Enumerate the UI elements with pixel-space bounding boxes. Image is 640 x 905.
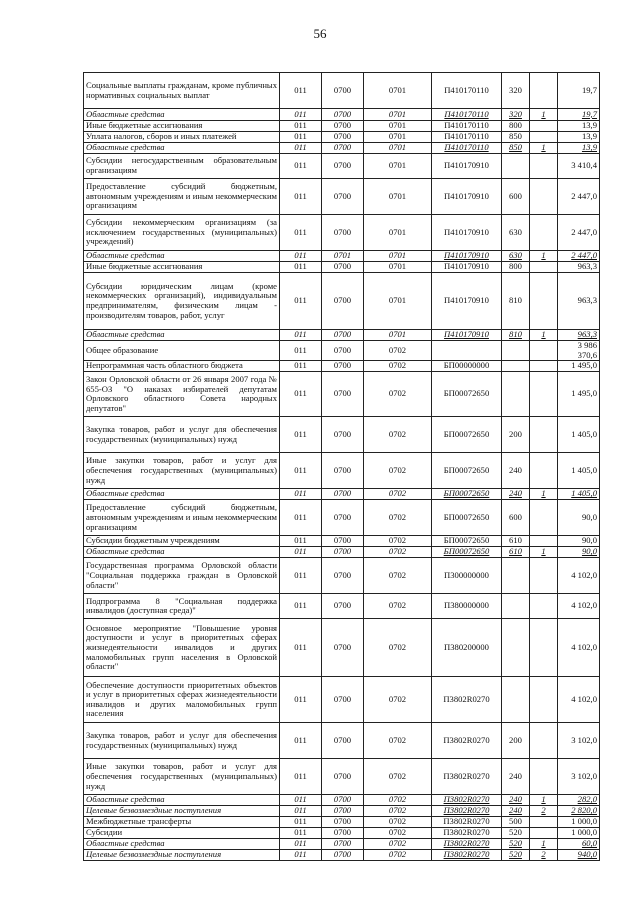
row-section-code: 0700	[322, 850, 364, 861]
row-subsection-code: 0701	[364, 179, 432, 215]
row-section-code: 0700	[322, 262, 364, 273]
row-target-code: П3802R0270	[432, 806, 502, 817]
table-row	[84, 723, 600, 759]
row-amount: 963,3	[558, 273, 600, 330]
table-row	[84, 759, 600, 795]
row-section-code: 0700	[322, 73, 364, 109]
row-source-code: 1	[530, 330, 558, 341]
row-amount: 1 000,0	[558, 817, 600, 828]
row-expense-type: 200	[502, 417, 530, 453]
row-name: Субсидии юридическим лицам (кроме некоммерческих организаций), индивидуальным предпринимателям, физическим лицам - производителям товаров, работ, услуг	[84, 273, 280, 330]
row-section-code: 0700	[322, 839, 364, 850]
row-source-code	[530, 121, 558, 132]
row-ministry-code: 011	[280, 453, 322, 489]
row-ministry-code: 011	[280, 677, 322, 723]
row-target-code: П410170110	[432, 73, 502, 109]
row-target-code: П410170110	[432, 121, 502, 132]
row-amount: 60,0	[558, 839, 600, 850]
row-source-code	[530, 215, 558, 251]
row-expense-type	[502, 341, 530, 361]
row-source-code	[530, 594, 558, 619]
row-amount: 3 102,0	[558, 723, 600, 759]
row-ministry-code: 011	[280, 850, 322, 861]
row-source-code	[530, 817, 558, 828]
row-ministry-code: 011	[280, 262, 322, 273]
row-target-code: БП00072650	[432, 500, 502, 536]
row-source-code	[530, 558, 558, 594]
row-subsection-code: 0701	[364, 132, 432, 143]
row-expense-type	[502, 619, 530, 677]
row-name: Предоставление субсидий бюджетным, автономным учреждениям и иным некоммерческим организациям	[84, 500, 280, 536]
table-row	[84, 489, 600, 500]
table-row	[84, 806, 600, 817]
row-source-code	[530, 341, 558, 361]
row-target-code: БП00072650	[432, 417, 502, 453]
table-row	[84, 558, 600, 594]
row-ministry-code: 011	[280, 536, 322, 547]
row-ministry-code: 011	[280, 547, 322, 558]
row-amount: 2 447,0	[558, 179, 600, 215]
table-row	[84, 795, 600, 806]
row-expense-type: 520	[502, 839, 530, 850]
row-subsection-code: 0702	[364, 839, 432, 850]
row-source-code: 1	[530, 251, 558, 262]
row-target-code: П380200000	[432, 619, 502, 677]
table-row	[84, 619, 600, 677]
row-subsection-code: 0701	[364, 273, 432, 330]
row-subsection-code: 0701	[364, 73, 432, 109]
row-name: Основное мероприятие "Повышение уровня доступности и услуг в приоритетных сферах жизнедеятельности инвалидов и других маломобильных групп населения в Орловской области"	[84, 619, 280, 677]
row-ministry-code: 011	[280, 330, 322, 341]
row-section-code: 0700	[322, 273, 364, 330]
row-name: Областные средства	[84, 839, 280, 850]
row-section-code: 0700	[322, 143, 364, 154]
row-expense-type: 810	[502, 273, 530, 330]
row-target-code: П3802R0270	[432, 828, 502, 839]
row-source-code: 1	[530, 109, 558, 121]
row-section-code: 0700	[322, 536, 364, 547]
row-section-code: 0700	[322, 121, 364, 132]
row-amount: 19,7	[558, 109, 600, 121]
row-expense-type: 810	[502, 330, 530, 341]
row-source-code: 1	[530, 143, 558, 154]
row-amount: 3 410,4	[558, 154, 600, 179]
table-row	[84, 179, 600, 215]
row-subsection-code: 0702	[364, 795, 432, 806]
row-section-code: 0700	[322, 594, 364, 619]
row-section-code: 0700	[322, 558, 364, 594]
row-name: Областные средства	[84, 547, 280, 558]
row-source-code: 1	[530, 795, 558, 806]
row-section-code: 0700	[322, 372, 364, 417]
row-amount: 1 405,0	[558, 417, 600, 453]
row-target-code: П410170110	[432, 132, 502, 143]
row-section-code: 0700	[322, 417, 364, 453]
row-target-code: П3802R0270	[432, 677, 502, 723]
row-amount: 282,0	[558, 795, 600, 806]
row-section-code: 0700	[322, 500, 364, 536]
row-subsection-code: 0702	[364, 341, 432, 361]
row-subsection-code: 0702	[364, 500, 432, 536]
row-amount: 963,3	[558, 262, 600, 273]
row-source-code	[530, 417, 558, 453]
table-row	[84, 262, 600, 273]
row-ministry-code: 011	[280, 806, 322, 817]
row-source-code: 1	[530, 839, 558, 850]
row-source-code	[530, 500, 558, 536]
row-name: Целевые безвозмездные поступления	[84, 806, 280, 817]
row-section-code: 0701	[322, 251, 364, 262]
row-ministry-code: 011	[280, 251, 322, 262]
row-target-code: П410170910	[432, 273, 502, 330]
table-row	[84, 273, 600, 330]
row-subsection-code: 0702	[364, 372, 432, 417]
row-name: Общее образование	[84, 341, 280, 361]
table-row	[84, 417, 600, 453]
row-section-code: 0700	[322, 723, 364, 759]
row-source-code: 1	[530, 489, 558, 500]
row-subsection-code: 0702	[364, 850, 432, 861]
row-ministry-code: 011	[280, 121, 322, 132]
table-row	[84, 372, 600, 417]
row-amount: 3 986 370,6	[558, 341, 600, 361]
table-row	[84, 594, 600, 619]
table-row	[84, 677, 600, 723]
row-target-code: П3802R0270	[432, 723, 502, 759]
row-expense-type	[502, 594, 530, 619]
row-section-code: 0700	[322, 330, 364, 341]
row-subsection-code: 0701	[364, 109, 432, 121]
row-amount: 13,9	[558, 132, 600, 143]
row-target-code: П380000000	[432, 594, 502, 619]
row-expense-type	[502, 558, 530, 594]
row-subsection-code: 0701	[364, 262, 432, 273]
row-subsection-code: 0702	[364, 361, 432, 372]
row-name: Субсидии бюджетным учреждениям	[84, 536, 280, 547]
row-subsection-code: 0701	[364, 143, 432, 154]
row-expense-type: 520	[502, 850, 530, 861]
row-name: Областные средства	[84, 109, 280, 121]
row-subsection-code: 0702	[364, 489, 432, 500]
row-expense-type: 320	[502, 73, 530, 109]
row-ministry-code: 011	[280, 500, 322, 536]
row-subsection-code: 0702	[364, 759, 432, 795]
row-section-code: 0700	[322, 806, 364, 817]
row-expense-type: 600	[502, 500, 530, 536]
row-section-code: 0700	[322, 817, 364, 828]
row-ministry-code: 011	[280, 594, 322, 619]
row-subsection-code: 0702	[364, 594, 432, 619]
row-ministry-code: 011	[280, 839, 322, 850]
row-subsection-code: 0702	[364, 536, 432, 547]
row-expense-type: 240	[502, 489, 530, 500]
row-source-code	[530, 372, 558, 417]
row-amount: 90,0	[558, 536, 600, 547]
row-name: Областные средства	[84, 795, 280, 806]
row-expense-type: 320	[502, 109, 530, 121]
row-expense-type	[502, 677, 530, 723]
row-subsection-code: 0702	[364, 677, 432, 723]
row-section-code: 0700	[322, 215, 364, 251]
table-row	[84, 73, 600, 109]
row-section-code: 0700	[322, 677, 364, 723]
row-name: Уплата налогов, сборов и иных платежей	[84, 132, 280, 143]
row-amount: 4 102,0	[558, 558, 600, 594]
row-source-code	[530, 361, 558, 372]
table-row	[84, 536, 600, 547]
row-target-code: П3802R0270	[432, 839, 502, 850]
row-name: Иные закупки товаров, работ и услуг для обеспечения государственных (муниципальных) нужд	[84, 759, 280, 795]
row-target-code: БП00072650	[432, 547, 502, 558]
row-target-code: БП00072650	[432, 372, 502, 417]
row-amount: 4 102,0	[558, 619, 600, 677]
row-amount: 13,9	[558, 121, 600, 132]
row-ministry-code: 011	[280, 619, 322, 677]
row-expense-type: 600	[502, 179, 530, 215]
row-ministry-code: 011	[280, 215, 322, 251]
row-ministry-code: 011	[280, 341, 322, 361]
table-row	[84, 143, 600, 154]
row-source-code	[530, 73, 558, 109]
row-section-code: 0700	[322, 132, 364, 143]
row-target-code: БП00000000	[432, 361, 502, 372]
row-subsection-code: 0702	[364, 817, 432, 828]
row-amount: 1 495,0	[558, 361, 600, 372]
table-row	[84, 330, 600, 341]
table-row	[84, 251, 600, 262]
row-section-code: 0700	[322, 109, 364, 121]
table-row	[84, 817, 600, 828]
row-amount: 19,7	[558, 73, 600, 109]
row-source-code: 2	[530, 806, 558, 817]
row-expense-type: 610	[502, 536, 530, 547]
row-name: Иные бюджетные ассигнования	[84, 262, 280, 273]
row-target-code: П410170910	[432, 179, 502, 215]
table-row	[84, 500, 600, 536]
row-ministry-code: 011	[280, 154, 322, 179]
row-subsection-code: 0702	[364, 417, 432, 453]
row-section-code: 0700	[322, 828, 364, 839]
row-name: Межбюджетные трансферты	[84, 817, 280, 828]
row-expense-type	[502, 361, 530, 372]
row-amount: 1 405,0	[558, 489, 600, 500]
table-row	[84, 850, 600, 861]
row-expense-type: 200	[502, 723, 530, 759]
row-ministry-code: 011	[280, 143, 322, 154]
row-name: Субсидии	[84, 828, 280, 839]
table-row	[84, 839, 600, 850]
row-expense-type: 850	[502, 143, 530, 154]
row-target-code: П410170110	[432, 109, 502, 121]
row-expense-type: 240	[502, 759, 530, 795]
row-amount: 940,0	[558, 850, 600, 861]
row-name: Иные закупки товаров, работ и услуг для обеспечения государственных (муниципальных) нужд	[84, 453, 280, 489]
table-row	[84, 132, 600, 143]
row-target-code: П410170910	[432, 330, 502, 341]
row-ministry-code: 011	[280, 723, 322, 759]
row-section-code: 0700	[322, 453, 364, 489]
row-section-code: 0700	[322, 154, 364, 179]
row-target-code: П410170910	[432, 215, 502, 251]
row-expense-type: 240	[502, 795, 530, 806]
table-row	[84, 828, 600, 839]
row-section-code: 0700	[322, 759, 364, 795]
row-name: Подпрограмма 8 "Социальная поддержка инвалидов (доступная среда)"	[84, 594, 280, 619]
row-subsection-code: 0701	[364, 215, 432, 251]
row-expense-type: 500	[502, 817, 530, 828]
row-amount: 1 000,0	[558, 828, 600, 839]
row-expense-type: 800	[502, 262, 530, 273]
row-target-code: П410170910	[432, 251, 502, 262]
row-source-code	[530, 536, 558, 547]
row-expense-type	[502, 154, 530, 179]
page-number: 56	[313, 26, 327, 41]
row-amount: 4 102,0	[558, 677, 600, 723]
row-name: Предоставление субсидий бюджетным, автономным учреждениям и иным некоммерческим организациям	[84, 179, 280, 215]
row-ministry-code: 011	[280, 132, 322, 143]
table-row	[84, 215, 600, 251]
row-ministry-code: 011	[280, 417, 322, 453]
table-row	[84, 453, 600, 489]
row-target-code: БП00072650	[432, 453, 502, 489]
row-subsection-code: 0701	[364, 121, 432, 132]
row-name: Субсидии негосударственным образовательным организациям	[84, 154, 280, 179]
row-name: Закупка товаров, работ и услуг для обеспечения государственных (муниципальных) нужд	[84, 417, 280, 453]
row-amount: 2 447,0	[558, 215, 600, 251]
table-row	[84, 547, 600, 558]
table-row	[84, 121, 600, 132]
row-expense-type: 610	[502, 547, 530, 558]
row-amount: 90,0	[558, 547, 600, 558]
row-source-code	[530, 273, 558, 330]
row-source-code	[530, 677, 558, 723]
row-source-code: 2	[530, 850, 558, 861]
row-ministry-code: 011	[280, 73, 322, 109]
row-name: Целевые безвозмездные поступления	[84, 850, 280, 861]
row-subsection-code: 0701	[364, 251, 432, 262]
row-amount: 1 495,0	[558, 372, 600, 417]
row-source-code	[530, 453, 558, 489]
row-amount: 3 102,0	[558, 759, 600, 795]
row-name: Иные бюджетные ассигнования	[84, 121, 280, 132]
row-section-code: 0700	[322, 361, 364, 372]
table-row	[84, 109, 600, 121]
row-subsection-code: 0702	[364, 619, 432, 677]
row-name: Закупка товаров, работ и услуг для обеспечения государственных (муниципальных) нужд	[84, 723, 280, 759]
row-ministry-code: 011	[280, 558, 322, 594]
row-ministry-code: 011	[280, 795, 322, 806]
row-section-code: 0700	[322, 619, 364, 677]
row-target-code: П410170110	[432, 143, 502, 154]
row-subsection-code: 0702	[364, 547, 432, 558]
row-amount: 2 447,0	[558, 251, 600, 262]
row-ministry-code: 011	[280, 817, 322, 828]
row-target-code: П3802R0270	[432, 817, 502, 828]
row-amount: 4 102,0	[558, 594, 600, 619]
row-target-code: П3802R0270	[432, 795, 502, 806]
row-target-code: П3802R0270	[432, 850, 502, 861]
row-target-code: П300000000	[432, 558, 502, 594]
table-row	[84, 154, 600, 179]
row-subsection-code: 0701	[364, 330, 432, 341]
row-section-code: 0700	[322, 341, 364, 361]
row-name: Социальные выплаты гражданам, кроме публичных нормативных социальных выплат	[84, 73, 280, 109]
row-amount: 963,3	[558, 330, 600, 341]
table-row	[84, 361, 600, 372]
row-source-code	[530, 179, 558, 215]
budget-table	[83, 72, 600, 861]
row-expense-type	[502, 372, 530, 417]
row-source-code	[530, 759, 558, 795]
row-source-code	[530, 132, 558, 143]
row-target-code: БП00072650	[432, 489, 502, 500]
row-expense-type: 240	[502, 806, 530, 817]
row-ministry-code: 011	[280, 109, 322, 121]
row-name: Областные средства	[84, 251, 280, 262]
row-target-code	[432, 341, 502, 361]
row-subsection-code: 0702	[364, 723, 432, 759]
row-ministry-code: 011	[280, 759, 322, 795]
row-name: Обеспечение доступности приоритетных объектов и услуг в приоритетных сферах жизнедеятельности инвалидов и других маломобильных групп населения	[84, 677, 280, 723]
row-target-code: П410170910	[432, 154, 502, 179]
row-amount: 1 405,0	[558, 453, 600, 489]
row-amount: 2 820,0	[558, 806, 600, 817]
row-subsection-code: 0702	[364, 828, 432, 839]
row-amount: 90,0	[558, 500, 600, 536]
row-subsection-code: 0702	[364, 558, 432, 594]
row-name: Закон Орловской области от 26 января 2007 года № 655-ОЗ "О наказах избирателей депутатам Орловского областного Совета народных депутатов"	[84, 372, 280, 417]
row-section-code: 0700	[322, 795, 364, 806]
row-source-code	[530, 154, 558, 179]
row-expense-type: 800	[502, 121, 530, 132]
row-section-code: 0700	[322, 547, 364, 558]
row-name: Областные средства	[84, 489, 280, 500]
row-expense-type: 850	[502, 132, 530, 143]
row-source-code	[530, 828, 558, 839]
row-subsection-code: 0702	[364, 806, 432, 817]
row-source-code: 1	[530, 547, 558, 558]
row-target-code: БП00072650	[432, 536, 502, 547]
row-expense-type: 240	[502, 453, 530, 489]
row-target-code: П410170910	[432, 262, 502, 273]
row-amount: 13,9	[558, 143, 600, 154]
row-name: Областные средства	[84, 330, 280, 341]
row-subsection-code: 0702	[364, 453, 432, 489]
row-ministry-code: 011	[280, 828, 322, 839]
row-ministry-code: 011	[280, 361, 322, 372]
row-section-code: 0700	[322, 179, 364, 215]
row-ministry-code: 011	[280, 179, 322, 215]
row-name: Областные средства	[84, 143, 280, 154]
row-section-code: 0700	[322, 489, 364, 500]
row-source-code	[530, 723, 558, 759]
row-expense-type: 630	[502, 251, 530, 262]
row-expense-type: 520	[502, 828, 530, 839]
row-name: Субсидии некоммерческим организациям (за исключением государственных (муниципальных) учреждений)	[84, 215, 280, 251]
row-subsection-code: 0701	[364, 154, 432, 179]
row-name: Непрограммная часть областного бюджета	[84, 361, 280, 372]
row-expense-type: 630	[502, 215, 530, 251]
row-source-code	[530, 262, 558, 273]
table-row	[84, 341, 600, 361]
row-ministry-code: 011	[280, 489, 322, 500]
row-target-code: П3802R0270	[432, 759, 502, 795]
row-source-code	[530, 619, 558, 677]
row-ministry-code: 011	[280, 273, 322, 330]
row-name: Государственная программа Орловской области "Социальная поддержка граждан в Орловской области"	[84, 558, 280, 594]
row-ministry-code: 011	[280, 372, 322, 417]
